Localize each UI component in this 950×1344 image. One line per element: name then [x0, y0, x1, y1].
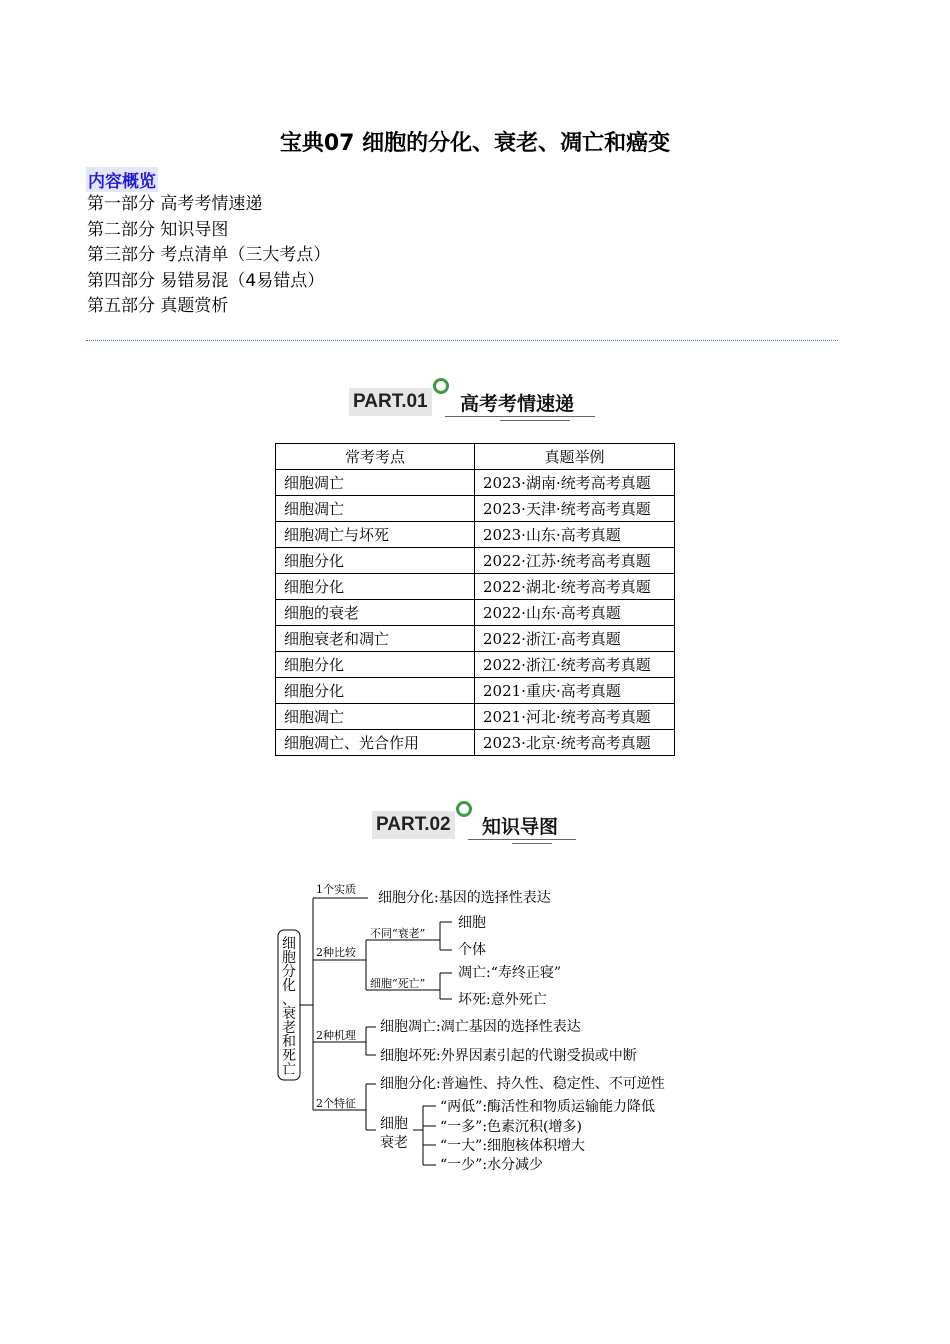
mindmap-leaf: “一多”:色素沉积(增多)	[440, 1119, 582, 1135]
topic-cell: 细胞衰老和凋亡	[276, 626, 475, 652]
topic-cell: 细胞分化	[276, 574, 475, 600]
mindmap-leaf: “一大”:细胞核体积增大	[440, 1138, 586, 1154]
mindmap-leaf: 个体	[458, 942, 486, 958]
mindmap-leaf: “一少”:水分减少	[440, 1157, 544, 1173]
column-header: 真题举例	[475, 444, 675, 470]
page-title: 宝典07 细胞的分化、衰老、凋亡和癌变	[279, 131, 671, 156]
toc-item: 第四部分 易错易混（4易错点）	[87, 270, 325, 291]
topic-cell: 细胞凋亡	[276, 496, 475, 522]
toc-item: 第五部分 真题赏析	[87, 296, 229, 316]
part1-title: 高考考情速递	[460, 393, 575, 415]
mindmap-leaf: 凋亡:“寿终正寝”	[458, 965, 562, 981]
mindmap-leaf: 细胞凋亡:凋亡基因的选择性表达	[380, 1019, 581, 1035]
source-cell: 2023·天津·统考高考真题	[475, 496, 675, 522]
root-char: 衰	[282, 1006, 296, 1022]
root-char: 胞	[282, 950, 296, 966]
branch-label: 2种机理	[316, 1029, 356, 1042]
root-char: 分	[282, 964, 296, 980]
source-cell: 2023·山东·高考真题	[475, 522, 675, 548]
topic-cell: 细胞凋亡、光合作用	[276, 730, 475, 756]
topic-cell: 细胞凋亡	[276, 470, 475, 496]
toc-item: 第一部分 高考考情速递	[87, 194, 263, 214]
topic-cell: 细胞分化	[276, 678, 475, 704]
sub-branch-label: 细胞	[380, 1116, 408, 1132]
topic-cell: 细胞的衰老	[276, 600, 475, 626]
column-header: 常考考点	[276, 444, 475, 470]
branch-label: 1个实质	[316, 883, 356, 896]
source-cell: 2023·湖南·统考高考真题	[475, 470, 675, 496]
branch-label: 2个特征	[316, 1097, 356, 1110]
root-char: 和	[282, 1034, 296, 1050]
source-cell: 2021·河北·统考高考真题	[475, 704, 675, 730]
sub-branch-label: 衰老	[380, 1135, 408, 1151]
part2-title: 知识导图	[482, 816, 559, 838]
topic-cell: 细胞分化	[276, 548, 475, 574]
root-char: 化	[282, 978, 296, 994]
root-char: 死	[282, 1048, 296, 1064]
source-cell: 2022·山东·高考真题	[475, 600, 675, 626]
root-char: 老	[282, 1020, 296, 1036]
topic-cell: 细胞凋亡与坏死	[276, 522, 475, 548]
part2-badge: PART.02	[372, 811, 455, 839]
sub-branch-label: 细胞“死亡”	[370, 977, 426, 990]
mindmap-leaf: 细胞分化:基因的选择性表达	[378, 890, 551, 906]
part1-badge: PART.01	[349, 388, 432, 416]
mindmap-leaf: 细胞	[458, 915, 486, 931]
mindmap-leaf: 细胞分化:普遍性、持久性、稳定性、不可逆性	[380, 1076, 665, 1092]
root-char: 、	[282, 992, 296, 1008]
source-cell: 2022·江苏·统考高考真题	[475, 548, 675, 574]
source-cell: 2023·北京·统考高考真题	[475, 730, 675, 756]
mindmap-leaf: “两低”:酶活性和物质运输能力降低	[440, 1099, 656, 1115]
source-cell: 2022·浙江·统考高考真题	[475, 652, 675, 678]
topic-cell: 细胞分化	[276, 652, 475, 678]
toc-item: 第三部分 考点清单（三大考点）	[87, 245, 331, 265]
source-cell: 2022·湖北·统考高考真题	[475, 574, 675, 600]
overview-label: 内容概览	[86, 167, 158, 192]
source-cell: 2022·浙江·高考真题	[475, 626, 675, 652]
root-char: 细	[282, 936, 296, 952]
source-cell: 2021·重庆·高考真题	[475, 678, 675, 704]
topic-cell: 细胞凋亡	[276, 704, 475, 730]
sub-branch-label: 不同“衰老”	[370, 927, 426, 940]
toc-item: 第二部分 知识导图	[87, 219, 229, 240]
branch-label: 2种比较	[316, 946, 356, 959]
root-label	[282, 936, 296, 1078]
mindmap-leaf: 细胞坏死:外界因素引起的代谢受损或中断	[380, 1048, 637, 1064]
mindmap-leaf: 坏死:意外死亡	[458, 992, 547, 1008]
root-char: 亡	[282, 1062, 296, 1078]
